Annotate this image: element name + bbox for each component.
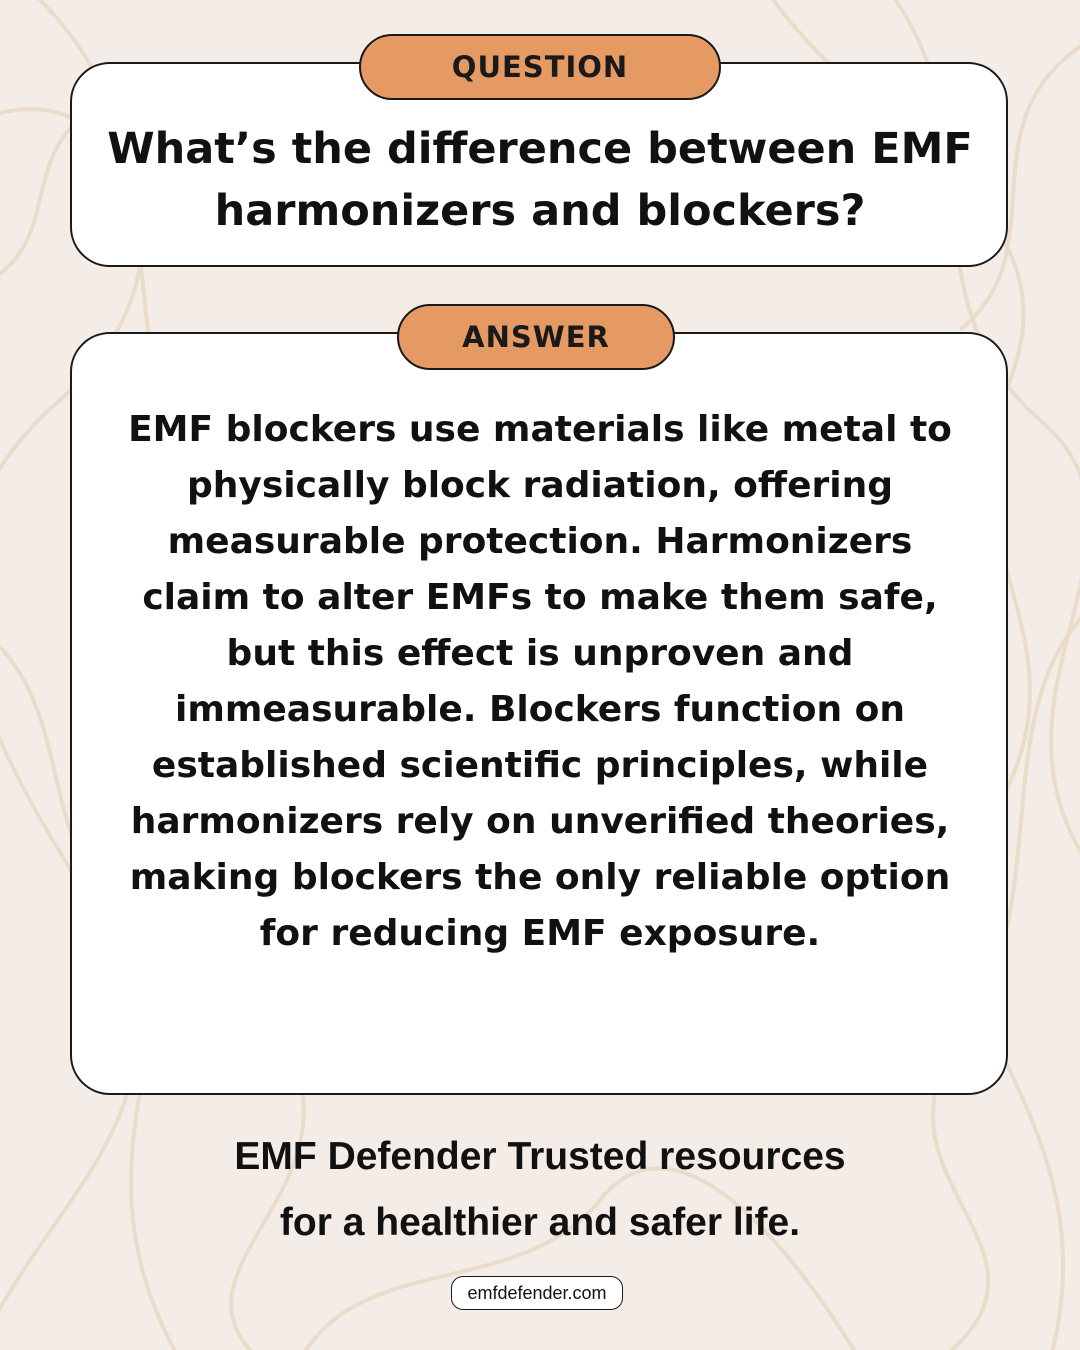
tagline-line-1: EMF Defender Trusted resources [234,1135,846,1178]
tagline [0,1124,1080,1256]
question-text: What’s the difference between EMF harmonizers and blockers? [107,124,973,236]
answer-label-pill: ANSWER [397,304,675,370]
answer-text: EMF blockers use materials like metal to physically block radiation, offering measurable protection. Harmonizers claim to alter EMFs to make them safe, but this effect is unproven and immeasurable. Blockers function on established scientific principles, while harmonizers rely on unverified theories, making blockers the only reliable option for reducing EMF exposure. [128,409,952,954]
website-url-badge[interactable]: emfdefender.com [451,1276,623,1310]
question-label-pill: QUESTION [359,34,721,100]
tagline-line-2: for a healthier and safer life. [279,1201,801,1244]
